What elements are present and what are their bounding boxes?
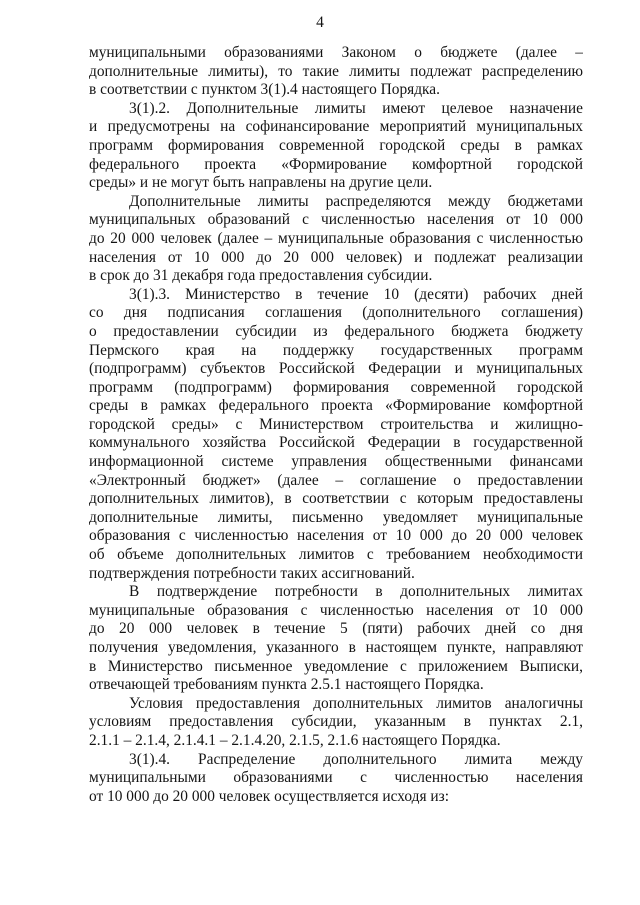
text-line: об объеме дополнительных лимитов с требованием необходимости (89, 546, 583, 564)
text-line: информационной системе управления общественными финансами (89, 453, 583, 471)
text-line: программ (подпрограмм) формирования современной городской (89, 378, 583, 396)
paragraph-3-1-3 (89, 286, 583, 584)
text-line: программ формирования современной городской среды в рамках (89, 136, 583, 154)
text-line: условиям предоставления субсидии, указанным в пунктах 2.1, (89, 713, 583, 731)
text-line: среды в рамках федерального проекта «Формирование комфортной (89, 397, 583, 415)
paragraph-conditions (89, 695, 583, 751)
text-line: образования с численностью населения от 10 000 до 20 000 человек (89, 527, 583, 545)
text-line: 2.1.1 – 2.1.4, 2.1.4.1 – 2.1.4.20, 2.1.5, 2.1.6 настоящего Порядка. (89, 731, 501, 749)
page-number: 4 (316, 14, 324, 31)
text-line: муниципальными образованиями с численностью населения (89, 769, 583, 787)
text-line: и предусмотрены на софинансирование мероприятий муниципальных (89, 118, 583, 136)
text-line: населения от 10 000 до 20 000 человек) и подлежат реализации (89, 248, 583, 266)
text-line: получения уведомления, указанного в настоящем пункте, направляют (89, 639, 583, 656)
paragraph-limits-distribution (89, 193, 583, 286)
text-line: «Электронный бюджет» (далее – соглашение о предоставлении (89, 471, 583, 489)
document-body (89, 44, 583, 806)
text-line: дополнительных лимитов), в соответствии с которым предоставлены (89, 490, 583, 508)
paragraph-confirmation (89, 583, 583, 695)
text-line: В подтверждение потребности в дополнительных лимитах (129, 583, 583, 601)
text-line: муниципальных образований с численностью населения от 10 000 (89, 211, 583, 229)
text-line: Условия предоставления дополнительных лимитов аналогичны (129, 694, 583, 712)
text-line: дополнительные лимиты, письменно уведомляет муниципальные (89, 508, 583, 526)
text-line: в соответствии с пунктом 3(1).4 настоящего Порядка. (89, 81, 440, 99)
text-line: федерального проекта «Формирование комфортной городской (89, 155, 583, 173)
text-line: 3(1).2. Дополнительные лимиты имеют целевое назначение (129, 99, 583, 117)
text-line: до 20 000 человек в течение 5 (пяти) рабочих дней со дня (89, 620, 583, 638)
text-line: Пермского края на поддержку государственных программ (89, 341, 583, 359)
text-line: (подпрограмм) субъектов Российской Федерации и муниципальных (89, 360, 583, 378)
text-line: городской среды» с Министерством строительства и жилищно- (89, 415, 583, 433)
text-line: 3(1).3. Министерство в течение 10 (десяти) рабочих дней (129, 285, 583, 303)
text-line: до 20 000 человек (далее – муниципальные образования с численностью (89, 229, 583, 247)
text-line: 3(1).4. Распределение дополнительного лимита между (129, 750, 583, 768)
text-line: муниципальными образованиями Законом о бюджете (далее – (89, 44, 583, 61)
text-line: муниципальные образования с численностью населения от 10 000 (89, 601, 583, 619)
text-line: подтверждения потребности таких ассигнований. (89, 564, 415, 582)
text-line: отвечающей требованиям пункта 2.5.1 настоящего Порядка. (89, 676, 484, 694)
paragraph-3-1-4 (89, 751, 583, 807)
paragraph-continuation (89, 44, 583, 100)
text-line: Дополнительные лимиты распределяются между бюджетами (129, 192, 583, 210)
text-line: о предоставлении субсидии из федерального бюджета бюджету (89, 322, 583, 340)
text-line: от 10 000 до 20 000 человек осуществляется исходя из: (89, 787, 449, 805)
paragraph-3-1-2 (89, 100, 583, 193)
text-line: в срок до 31 декабря года предоставления субсидии. (89, 267, 433, 285)
text-line: со дня подписания соглашения (дополнительного соглашения) (89, 304, 583, 322)
text-line: дополнительные лимиты), то такие лимиты подлежат распределению (89, 62, 583, 80)
text-line: среды» и не могут быть направлены на другие цели. (89, 174, 433, 192)
text-line: в Министерство письменное уведомление с приложением Выписки, (89, 657, 583, 675)
text-line: коммунального хозяйства Российской Федерации в государственной (89, 434, 583, 452)
